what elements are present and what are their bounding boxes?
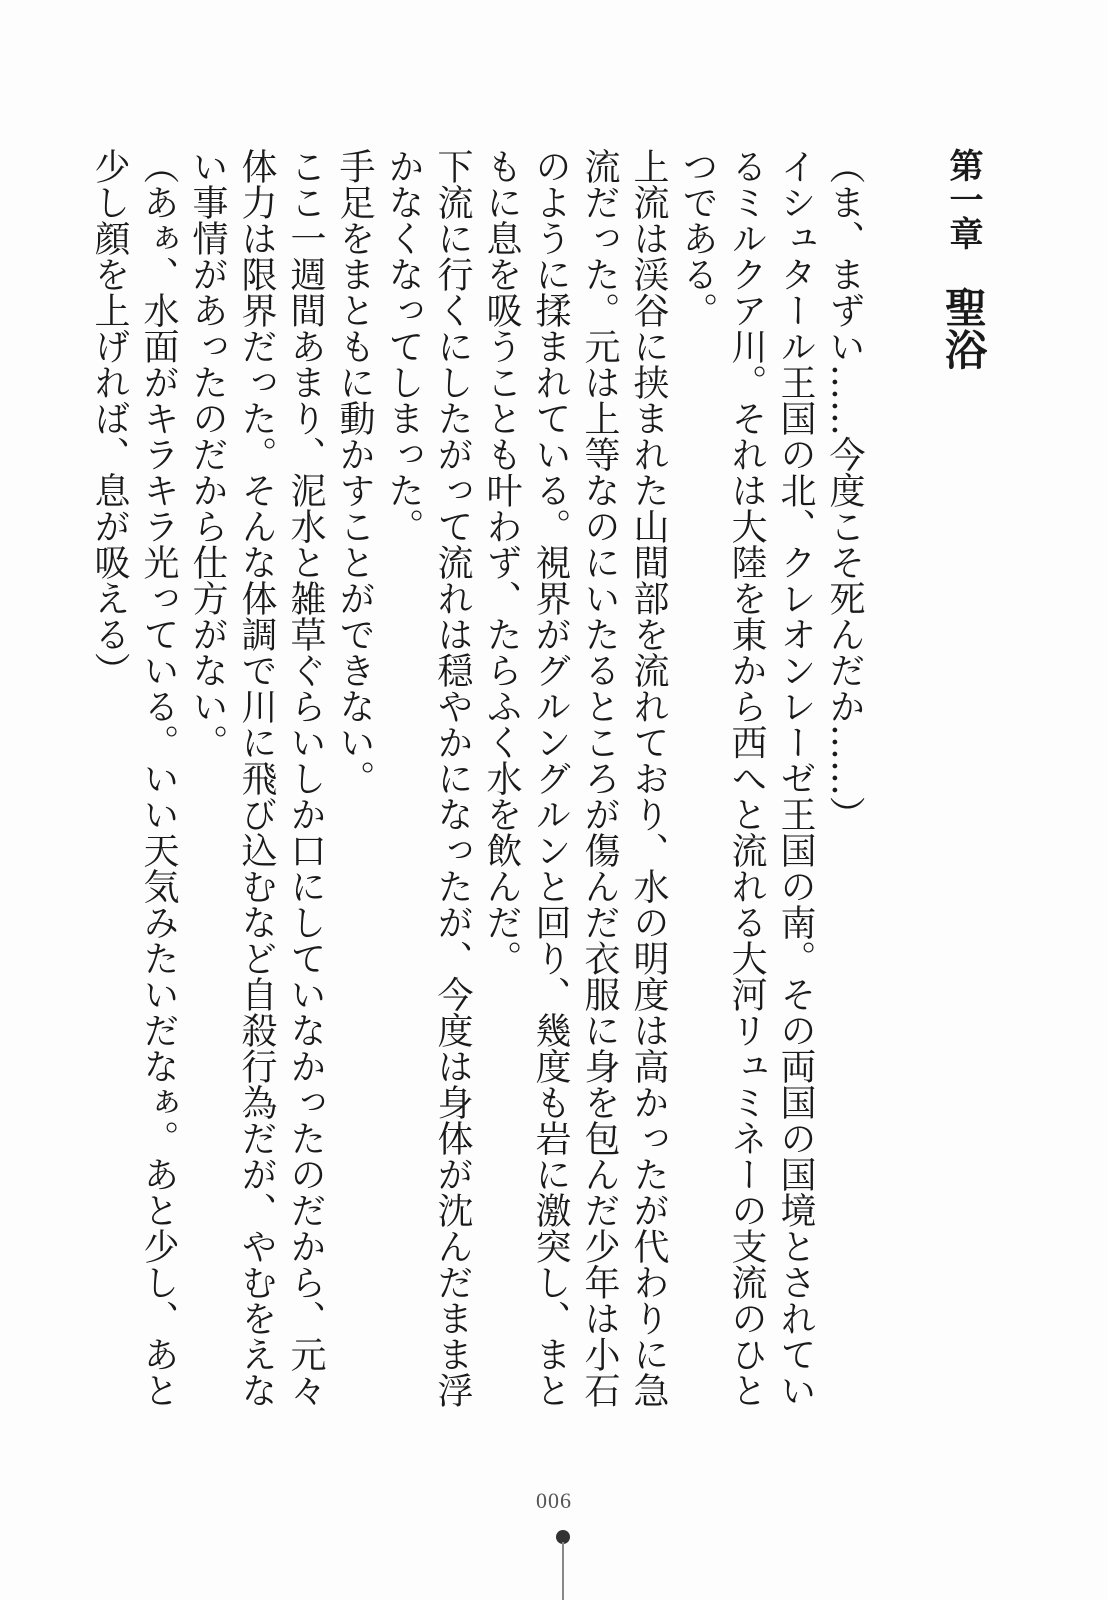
paragraph: ここ一週間あまり、泥水と雑草ぐらいしか口にしていなかったのだから、元々体力は限界だった。そんな体調で川に飛び込むなど自殺行為だが、やむをえない事情があったのだから仕方がない。 (187, 148, 326, 1408)
page-number: 006 (536, 1488, 572, 1513)
chapter-label: 第一章 (943, 148, 983, 250)
paragraph: イシュタール王国の北、クレオンレーゼ王国の南。その両国の国境とされているミルクア川。それは大陸を東から西へと流れる大河リュミネーの支流のひとつである。 (677, 148, 816, 1408)
chapter-name: 聖浴 (939, 286, 988, 370)
vertical-text-body (85, 148, 988, 1418)
paragraph: 手足をまともに動かすことができない。 (334, 148, 375, 796)
page-marker-line (562, 1542, 564, 1600)
paragraph: （あぁ、水面がキラキラ光っている。いい天気みたいだなぁ。あと少し、あと少し顔を上げれば、息が吸える） (89, 148, 179, 1408)
paragraph: （ま、まずい……今度こそ死んだか……） (824, 148, 865, 832)
paragraph: 上流は渓谷に挟まれた山間部を流れており、水の明度は高かったが代わりに急流だった。元は上等なのにいたるところが傷んだ衣服に身を包んだ少年は小石のように揉まれている。視界がグルングルンと回り、幾度も岩に激突し、まともに息を吸うことも叶わず、たらふく水を飲んだ。 (481, 148, 669, 1408)
chapter-heading (938, 148, 988, 1418)
paragraph: 下流に行くにしたがって流れは穏やかになったが、今度は身体が沈んだまま浮かなくなってしまった。 (383, 148, 473, 1408)
